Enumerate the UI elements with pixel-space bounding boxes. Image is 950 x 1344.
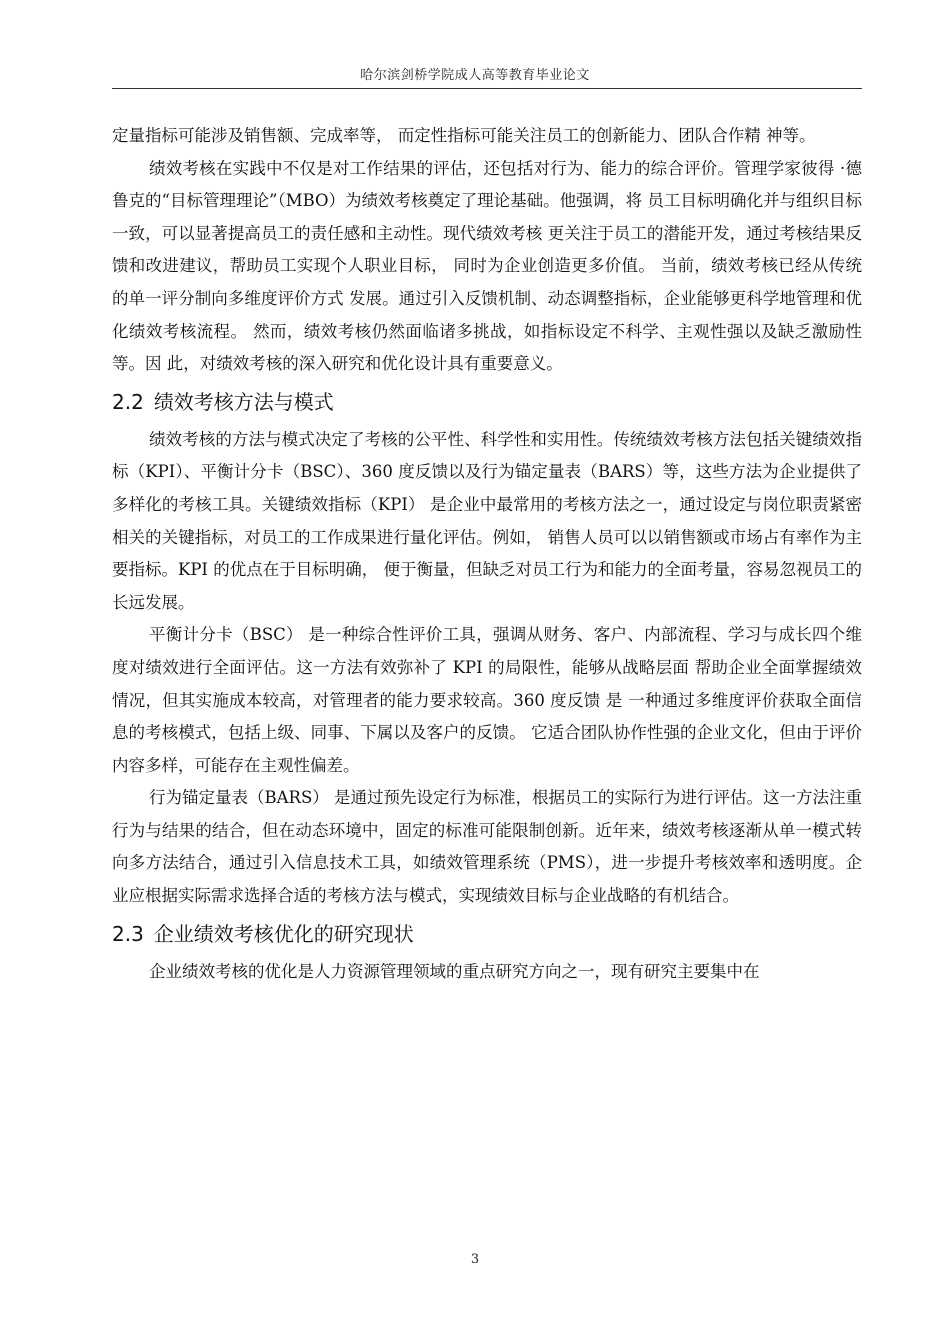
section-title: 企业绩效考核优化的研究现状 xyxy=(153,921,414,946)
section-number: 2.3 xyxy=(112,921,144,946)
paragraph-kpi: 绩效考核的方法与模式决定了考核的公平性、科学性和实用性。传统绩效考核方法包括关键绩效指标（KPI）、平衡计分卡（BSC）、360 度反馈以及行为锚定量表（BARS）等，这些方法为企业提供了多样化的考核工具。关键绩效指标（KPI） 是企业中最常用的考核方法之一，通过设定与岗位职责紧密相关的关键指标，对员工的工作成果进行量化评估。例如， 销售人员可以以销售额或市场占有率作为主要指标。KPI 的优点在于目标明确， 便于衡量，但缺乏对员工行为和能力的全面考量，容易忽视员工的长远发展。 xyxy=(112,429,862,612)
paragraph-bsc: 平衡计分卡（BSC） 是一种综合性评价工具，强调从财务、客户、内部流程、学习与成长四个维度对绩效进行全面评估。这一方法有效弥补了 KPI 的局限性，能够从战略层面 帮助企业全面掌握绩效情况，但其实施成本较高，对管理者的能力要求较高。360 度反馈 是 一种通过多维度评价获取全面信息的考核模式，包括上级、同事、下属以及客户的反馈。 它适合团队协作性强的企业文化，但由于评价内容多样，可能存在主观性偏差。 xyxy=(112,625,862,775)
section-heading-2-2 xyxy=(112,384,862,420)
header-divider xyxy=(112,88,862,89)
running-header: 哈尔滨剑桥学院成人高等教育毕业论文 xyxy=(360,68,590,83)
paragraph-bars: 行为锚定量表（BARS） 是通过预先设定行为标准，根据员工的实际行为进行评估。这一方法注重行为与结果的结合，但在动态环境中，固定的标准可能限制创新。近年来，绩效考核逐渐从单一模式转向多方法结合，通过引入信息技术工具，如绩效管理系统（PMS），进一步提升考核效率和透明度。企业应根据实际需求选择合适的考核方法与模式，实现绩效目标与企业战略的有机结合。 xyxy=(112,788,863,906)
section-title: 绩效考核方法与模式 xyxy=(153,389,334,414)
section-number: 2.2 xyxy=(112,389,144,414)
page-body xyxy=(112,120,862,988)
paragraph-research-status: 企业绩效考核的优化是人力资源管理领域的重点研究方向之一，现有研究主要集中在 xyxy=(149,961,760,981)
page-number: 3 xyxy=(470,1252,480,1267)
paragraph-continuation: 定量指标可能涉及销售额、完成率等， 而定性指标可能关注员工的创新能力、团队合作精 神等。 xyxy=(112,126,816,145)
section-heading-2-3 xyxy=(112,916,862,952)
paragraph-mbo: 绩效考核在实践中不仅是对工作结果的评估，还包括对行为、能力的综合评价。管理学家彼得 ·德鲁克的“目标管理理论”（MBO）为绩效考核奠定了理论基础。他强调，将 员工目标明确化并与组织目标一致，可以显著提高员工的责任感和主动性。现代绩效考核 更关注于员工的潜能开发，通过考核结果反馈和改进建议，帮助员工实现个人职业目标， 同时为企业创造更多价值。 当前，绩效考核已经从传统的单一评分制向多维度评价方式 发展。通过引入反馈机制、动态调整指标，企业能够更科学地管理和优化绩效考核流程。 然而，绩效考核仍然面临诸多挑战，如指标设定不科学、主观性强以及缺乏激励性等。因 此，对绩效考核的深入研究和优化设计具有重要意义。 xyxy=(112,158,862,374)
